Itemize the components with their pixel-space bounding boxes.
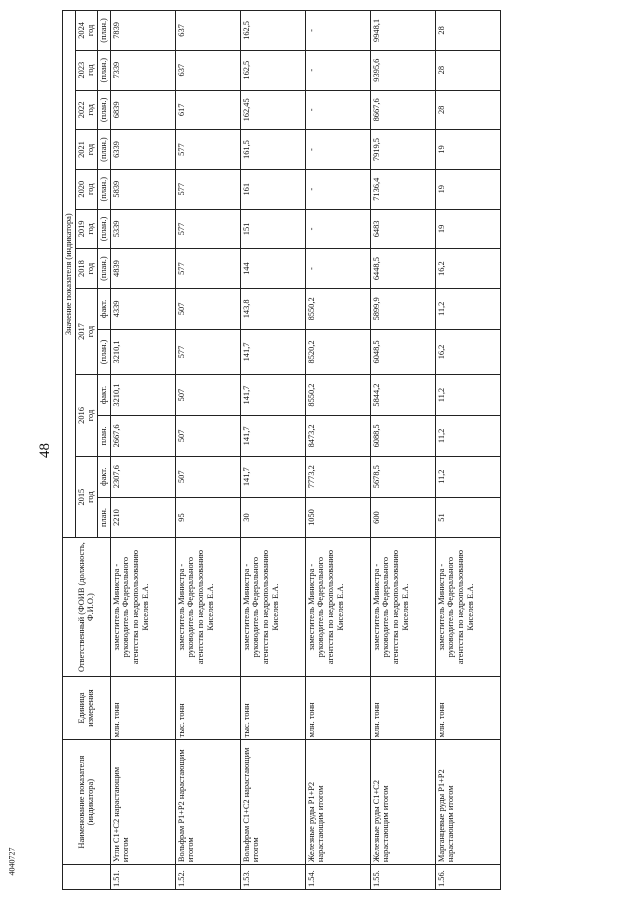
value-cell: 6839: [110, 90, 175, 130]
value-cell: 7773,2: [305, 456, 370, 497]
value-cell: 5844,2: [370, 375, 435, 416]
value-cell: 4839: [110, 249, 175, 289]
value-cell: 1050: [305, 497, 370, 538]
row-number: 1.51.: [110, 865, 175, 890]
value-cell: 141,7: [240, 456, 305, 497]
header-year: 2022 год: [75, 90, 97, 130]
table-row: [305, 11, 370, 890]
value-cell: 5339: [110, 209, 175, 249]
value-cell: -: [305, 249, 370, 289]
header-row-1: [63, 11, 76, 890]
header-year: 2021 год: [75, 130, 97, 170]
header-unit: Единица измерения: [63, 676, 111, 740]
row-indicator-name: Вольфрам Р1+Р2 нарастающим итогом: [175, 740, 240, 865]
value-cell: 8550,2: [305, 375, 370, 416]
header-subcol: план.: [97, 497, 110, 538]
header-name: Наименование показателя (индикатора): [63, 740, 111, 865]
row-unit: млн. тонн: [110, 676, 175, 740]
header-year: 2024 год: [75, 11, 97, 51]
value-cell: 7839: [110, 11, 175, 51]
header-year: 2019 год: [75, 209, 97, 249]
value-cell: 507: [175, 456, 240, 497]
value-cell: -: [305, 130, 370, 170]
value-cell: 11,2: [435, 456, 500, 497]
row-number: 1.52.: [175, 865, 240, 890]
value-cell: 28: [435, 11, 500, 51]
value-cell: 162,5: [240, 50, 305, 90]
header-subcol: (план.): [97, 50, 110, 90]
value-cell: 9395,6: [370, 50, 435, 90]
row-responsible: заместитель Министра - руководитель Федерального агентства по недропользованию Киселев Е.А.: [175, 538, 240, 676]
header-subcol: (план.): [97, 169, 110, 209]
value-cell: 143,8: [240, 288, 305, 329]
value-cell: 507: [175, 288, 240, 329]
table-row: [370, 11, 435, 890]
header-subcol: (план.): [97, 209, 110, 249]
header-subcol: план.: [97, 415, 110, 456]
value-cell: 162,45: [240, 90, 305, 130]
value-cell: 8520,2: [305, 329, 370, 374]
header-year: 2017 год: [75, 288, 97, 374]
value-cell: 9948,1: [370, 11, 435, 51]
header-subcol: факт.: [97, 375, 110, 416]
value-cell: 161: [240, 169, 305, 209]
header-subcol: (план.): [97, 329, 110, 374]
value-cell: -: [305, 50, 370, 90]
value-cell: 577: [175, 130, 240, 170]
value-cell: 637: [175, 50, 240, 90]
value-cell: 11,2: [435, 375, 500, 416]
value-cell: -: [305, 209, 370, 249]
header-subcol: (план.): [97, 11, 110, 51]
value-cell: 5839: [110, 169, 175, 209]
indicators-table: [62, 10, 501, 890]
value-cell: 507: [175, 375, 240, 416]
value-cell: 617: [175, 90, 240, 130]
value-cell: 577: [175, 249, 240, 289]
row-unit: млн. тонн: [370, 676, 435, 740]
value-cell: 19: [435, 169, 500, 209]
page-number: 48: [37, 443, 53, 458]
value-cell: 577: [175, 329, 240, 374]
value-cell: 141,7: [240, 415, 305, 456]
row-number: 1.56.: [435, 865, 500, 890]
value-cell: 6483: [370, 209, 435, 249]
value-cell: 4339: [110, 288, 175, 329]
table-row: [175, 11, 240, 890]
row-indicator-name: Марганцевые руды Р1+Р2 нарастающим итогом: [435, 740, 500, 865]
header-subcol: факт.: [97, 456, 110, 497]
value-cell: 2307,6: [110, 456, 175, 497]
row-number: 1.54.: [305, 865, 370, 890]
value-cell: 3210,1: [110, 375, 175, 416]
value-cell: -: [305, 169, 370, 209]
table-row: [110, 11, 175, 890]
value-cell: 141,7: [240, 329, 305, 374]
value-cell: 5678,5: [370, 456, 435, 497]
value-cell: 30: [240, 497, 305, 538]
row-indicator-name: Железные руды С1+С2 нарастающим итогом: [370, 740, 435, 865]
value-cell: 2667,6: [110, 415, 175, 456]
value-cell: -: [305, 11, 370, 51]
row-unit: тыс. тонн: [240, 676, 305, 740]
row-responsible: заместитель Министра - руководитель Федерального агентства по недропользованию Киселев Е.А.: [370, 538, 435, 676]
value-cell: 51: [435, 497, 500, 538]
value-cell: 6339: [110, 130, 175, 170]
value-cell: 2210: [110, 497, 175, 538]
header-year: 2018 год: [75, 249, 97, 289]
value-cell: 144: [240, 249, 305, 289]
value-cell: 6048,5: [370, 329, 435, 374]
header-num: [63, 865, 111, 890]
rotated-table-container: [62, 10, 612, 890]
header-subcol: (план.): [97, 90, 110, 130]
value-cell: 7919,5: [370, 130, 435, 170]
header-values-title: Значение показателя (индикатора): [63, 11, 76, 538]
value-cell: 28: [435, 50, 500, 90]
value-cell: 8667,6: [370, 90, 435, 130]
header-subcol: факт.: [97, 288, 110, 329]
header-subcol: (план.): [97, 249, 110, 289]
value-cell: 577: [175, 209, 240, 249]
row-responsible: заместитель Министра - руководитель Федерального агентства по недропользованию Киселев Е.А.: [240, 538, 305, 676]
value-cell: 28: [435, 90, 500, 130]
value-cell: 8550,2: [305, 288, 370, 329]
value-cell: 19: [435, 130, 500, 170]
value-cell: 6088,5: [370, 415, 435, 456]
header-year: 2023 год: [75, 50, 97, 90]
table-row: [240, 11, 305, 890]
value-cell: 3210,1: [110, 329, 175, 374]
row-indicator-name: Вольфрам С1+С2 нарастающим итогом: [240, 740, 305, 865]
header-year: 2016 год: [75, 375, 97, 457]
value-cell: 95: [175, 497, 240, 538]
header-responsible: Ответственный (ФОИВ (должность, Ф.И.О.): [63, 538, 111, 676]
table-row: [435, 11, 500, 890]
value-cell: 7339: [110, 50, 175, 90]
value-cell: 577: [175, 169, 240, 209]
row-responsible: заместитель Министра - руководитель Федерального агентства по недропользованию Киселев Е.А.: [305, 538, 370, 676]
value-cell: 151: [240, 209, 305, 249]
value-cell: 600: [370, 497, 435, 538]
value-cell: 8473,2: [305, 415, 370, 456]
row-unit: млн. тонн: [305, 676, 370, 740]
value-cell: 16,2: [435, 249, 500, 289]
row-indicator-name: Угли С1+С2 нарастающим итогом: [110, 740, 175, 865]
row-responsible: заместитель Министра - руководитель Федерального агентства по недропользованию Киселев Е.А.: [435, 538, 500, 676]
row-indicator-name: Железные руды Р1+Р2 нарастающим итогом: [305, 740, 370, 865]
value-cell: 162,5: [240, 11, 305, 51]
value-cell: 11,2: [435, 288, 500, 329]
row-responsible: заместитель Министра - руководитель Федерального агентства по недропользованию Киселев Е.А.: [110, 538, 175, 676]
header-subcol: (план.): [97, 130, 110, 170]
value-cell: -: [305, 90, 370, 130]
value-cell: 16,2: [435, 329, 500, 374]
header-year: 2020 год: [75, 169, 97, 209]
value-cell: 19: [435, 209, 500, 249]
value-cell: 6448,5: [370, 249, 435, 289]
value-cell: 161,5: [240, 130, 305, 170]
value-cell: 7136,4: [370, 169, 435, 209]
value-cell: 637: [175, 11, 240, 51]
value-cell: 507: [175, 415, 240, 456]
document-code: 4040727: [7, 847, 17, 876]
value-cell: 11,2: [435, 415, 500, 456]
row-unit: тыс. тонн: [175, 676, 240, 740]
value-cell: 141,7: [240, 375, 305, 416]
row-number: 1.55.: [370, 865, 435, 890]
row-unit: млн. тонн: [435, 676, 500, 740]
row-number: 1.53.: [240, 865, 305, 890]
header-year: 2015 год: [75, 456, 97, 538]
value-cell: 5899,9: [370, 288, 435, 329]
